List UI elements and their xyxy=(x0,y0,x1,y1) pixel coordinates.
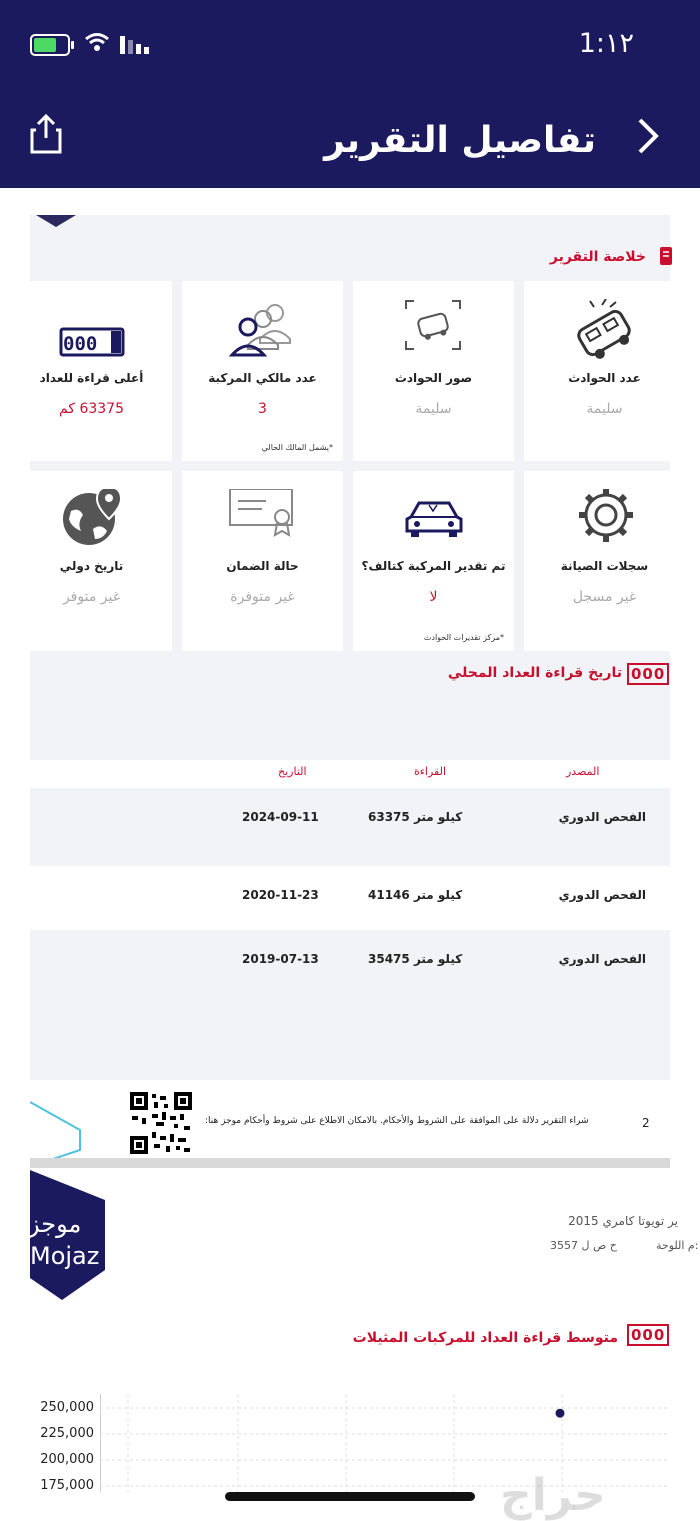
card-value: سليمة xyxy=(415,401,452,417)
card-owners-count xyxy=(182,281,343,461)
row-reading: 63375 كيلو متر xyxy=(368,810,463,824)
row-reading: 41146 كيلو متر xyxy=(368,888,463,902)
card-label: سجلات الصيانة xyxy=(560,559,649,573)
card-accidents-count xyxy=(524,281,685,461)
card-label: أعلى قراءة للعداد xyxy=(39,371,144,385)
section-marker xyxy=(36,215,76,227)
summary-title: خلاصة التقرير xyxy=(549,249,646,265)
card-international-history xyxy=(11,471,172,651)
odometer-history-title: تاريخ قراءة العداد المحلي xyxy=(447,665,622,681)
row-source: الفحص الدوري xyxy=(558,888,646,902)
status-bar xyxy=(0,0,700,88)
mojaz-logo xyxy=(0,1170,110,1305)
card-label: تاريخ دولي xyxy=(59,559,124,573)
card-value: 3 xyxy=(258,401,267,417)
card-warranty xyxy=(182,471,343,651)
card-value: لا xyxy=(429,589,438,605)
logo-text-ar: موجز xyxy=(28,1210,82,1238)
row-source: الفحص الدوري xyxy=(558,810,646,824)
odometer-icon xyxy=(11,299,172,365)
odometer-icon: 000 xyxy=(627,1324,669,1346)
gear-icon xyxy=(524,489,685,555)
report-icon xyxy=(659,246,673,266)
svg-text:000: 000 xyxy=(63,333,98,355)
card-accident-photos xyxy=(353,281,514,461)
y-tick-label: 225,000 xyxy=(40,1426,94,1441)
card-label: تم تقدير المركبة كتالف؟ xyxy=(361,559,506,573)
page-divider xyxy=(30,1158,670,1168)
card-value: غير مسجل xyxy=(572,589,637,605)
column-reading: القراءة xyxy=(414,765,447,778)
logo-text-en: Mojaz xyxy=(30,1242,100,1270)
row-date: 2019-07-13 xyxy=(242,952,319,966)
terms-text: شراء التقرير دلالة على الموافقة على الشروط والأحكام. بالامكان الاطلاع على شروط وأحكام موجز هنا: xyxy=(205,1116,589,1126)
column-source: المصدر xyxy=(566,765,600,778)
card-label: عدد الحوادث xyxy=(568,371,641,385)
owners-icon xyxy=(182,299,343,365)
share-icon[interactable] xyxy=(28,112,64,156)
y-tick-label: 200,000 xyxy=(40,1452,94,1467)
odometer-icon: 000 xyxy=(627,663,669,685)
chart-point xyxy=(556,1409,565,1418)
card-highest-odometer xyxy=(11,281,172,461)
card-note: *يشمل المالك الحالي xyxy=(261,443,333,452)
hexagon-outline-decoration xyxy=(30,1100,86,1160)
battery-icon xyxy=(30,34,70,56)
signal-icon xyxy=(120,36,152,54)
plate-value: ح ص ل 3557 xyxy=(550,1239,617,1252)
page-number: 2 xyxy=(642,1116,650,1130)
card-total-loss xyxy=(353,471,514,651)
card-value: سليمة xyxy=(586,401,623,417)
card-label: حالة الضمان xyxy=(226,559,299,573)
qr-code[interactable] xyxy=(130,1092,192,1154)
card-note: *مركز تقديرات الحوادث xyxy=(423,633,504,642)
card-label: صور الحوادث xyxy=(394,371,473,385)
back-chevron-icon[interactable] xyxy=(636,116,660,156)
card-maintenance-records xyxy=(524,471,685,651)
card-label: عدد مالكي المركبة xyxy=(208,371,317,385)
page-title: تفاصيل التقرير xyxy=(324,120,596,161)
globe-pin-icon xyxy=(11,489,172,555)
card-value: غير متوفر xyxy=(62,589,121,605)
accident-photo-icon xyxy=(353,299,514,365)
home-indicator[interactable] xyxy=(225,1492,475,1501)
table-row xyxy=(30,788,670,866)
y-tick-label: 250,000 xyxy=(40,1400,94,1415)
y-tick-label: 175,000 xyxy=(40,1478,94,1493)
table-row xyxy=(30,930,670,1080)
damaged-car-icon xyxy=(353,489,514,555)
card-value: 63375 كم xyxy=(59,401,124,417)
certificate-icon xyxy=(182,489,343,555)
row-date: 2020-11-23 xyxy=(242,888,319,902)
avg-chart-title: متوسط قراءة العداد للمركبات المثيلات xyxy=(352,1330,618,1346)
row-source: الفحص الدوري xyxy=(558,952,646,966)
crashed-car-icon xyxy=(524,299,685,365)
row-date: 2024-09-11 xyxy=(242,810,319,824)
plate-label: م اللوحة: xyxy=(656,1239,699,1252)
card-value: غير متوفرة xyxy=(230,589,295,605)
car-title: ير تويوتا كامري 2015 xyxy=(568,1214,678,1228)
watermark: حراج xyxy=(500,1470,606,1521)
row-reading: 35475 كيلو متر xyxy=(368,952,463,966)
clock: 1:١٢ xyxy=(578,28,634,59)
column-date: التاريخ xyxy=(278,765,307,778)
wifi-icon xyxy=(84,32,110,52)
